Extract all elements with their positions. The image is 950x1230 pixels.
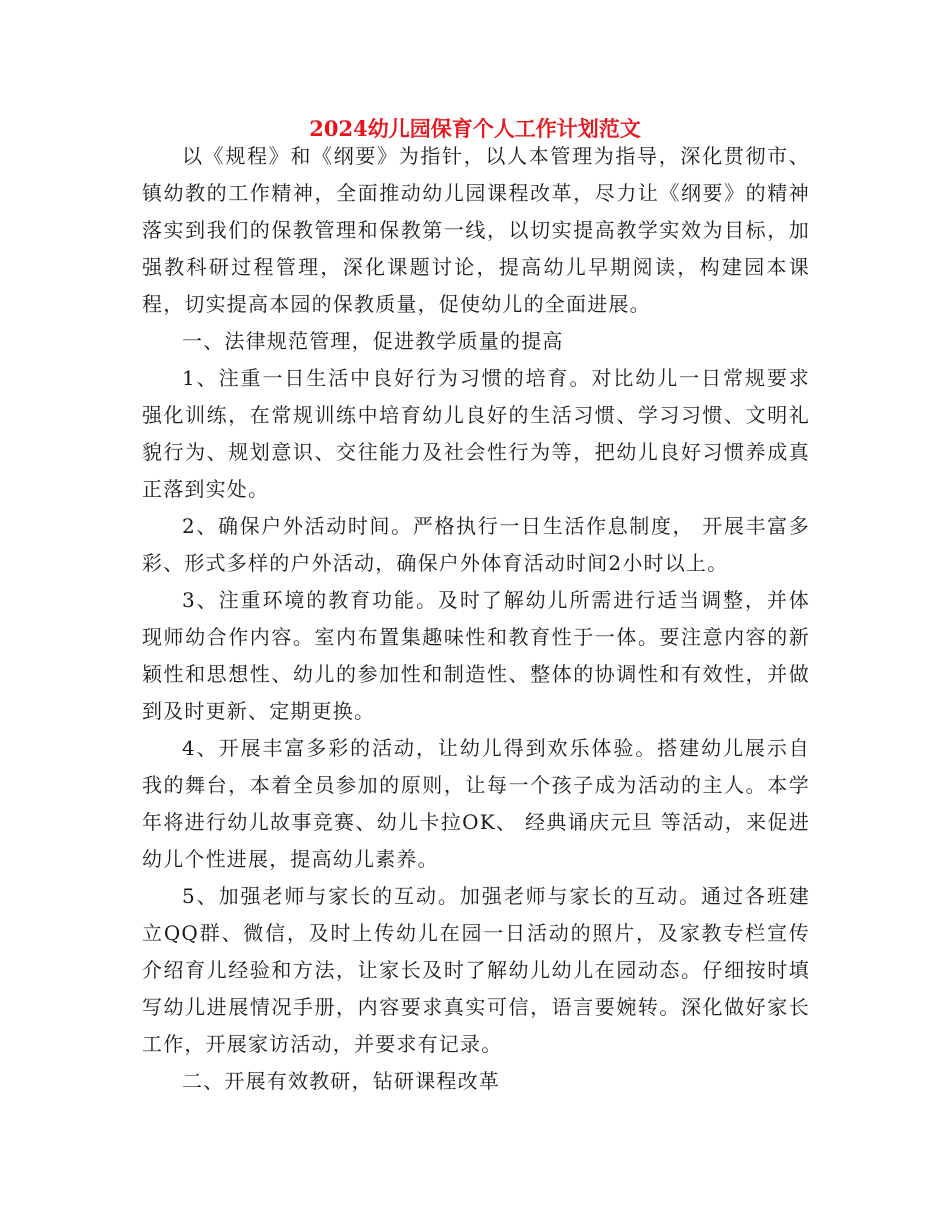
paragraph-item-5: 5、加强老师与家长的互动。加强老师与家长的互动。通过各班建立QQ群、微信，及时上传幼儿在园一日活动的照片，及家教专栏宣传介绍育儿经验和方法，让家长及时了解幼儿幼儿在园动态。仔细按时填写幼儿进展情况手册，内容要求真实可信，语言要婉转。深化做好家长工作，开展家访活动，并要求有记录。 <box>142 884 810 1056</box>
paragraph-item-4: 4、开展丰富多彩的活动，让幼儿得到欢乐体验。搭建幼儿展示自我的舞台，本着全员参加的原则，让每一个孩子成为活动的主人。本学年将进行幼儿故事竞赛、幼儿卡拉OK、 经典诵庆元旦 等活动，来促进幼儿个性进展，提高幼儿素养。 <box>142 736 810 871</box>
section-heading-1: 一、法律规范管理，促进教学质量的提高 <box>182 329 564 353</box>
paragraph-intro: 以《规程》和《纲要》为指针，以人本管理为指导，深化贯彻市、镇幼教的工作精神，全面推动幼儿园课程改革，尽力让《纲要》的精神落实到我们的保教管理和保教第一线，以切实提高教学实效为目标，加强教科研过程管理，深化课题讨论，提高幼儿早期阅读，构建园本课程，切实提高本园的保教质量，促使幼儿的全面进展。 <box>142 144 810 316</box>
section-heading-2: 二、开展有效教研，钻研课程改革 <box>182 1069 500 1093</box>
document-title: 2024幼儿园保育个人工作计划范文 <box>309 116 641 141</box>
paragraph-item-1: 1、注重一日生活中良好行为习惯的培育。对比幼儿一日常规要求强化训练，在常规训练中培育幼儿良好的生活习惯、学习习惯、文明礼貌行为、规划意识、交往能力及社会性行为等，把幼儿良好习惯养成真正落到实处。 <box>142 366 810 501</box>
paragraph-item-3: 3、注重环境的教育功能。及时了解幼儿所需进行适当调整，并体现师幼合作内容。室内布置集趣味性和教育性于一体。要注意内容的新颖性和思想性、幼儿的参加性和制造性、整体的协调性和有效性，并做到及时更新、定期更换。 <box>142 588 810 723</box>
paragraph-item-2: 2、确保户外活动时间。严格执行一日生活作息制度， 开展丰富多彩、形式多样的户外活动，确保户外体育活动时间2小时以上。 <box>142 514 810 575</box>
document-body <box>142 138 810 1100</box>
